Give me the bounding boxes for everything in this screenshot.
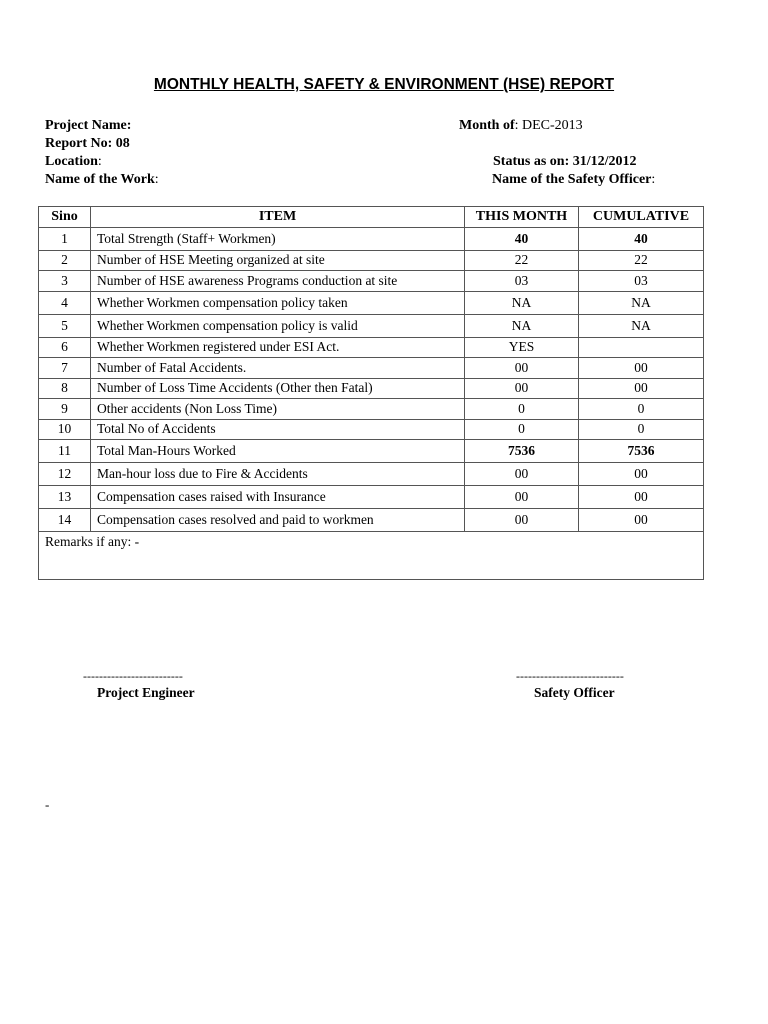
- row-this-month: 03: [465, 271, 579, 292]
- row-this-month: 00: [465, 463, 579, 486]
- row-this-month: NA: [465, 314, 579, 337]
- row-cumulative: [579, 337, 704, 358]
- report-title: MONTHLY HEALTH, SAFETY & ENVIRONMENT (HSE) REPORT: [153, 76, 615, 93]
- table-row: [39, 358, 704, 379]
- row-item: Whether Workmen registered under ESI Act.: [91, 337, 465, 358]
- row-item: Whether Workmen compensation policy is valid: [91, 314, 465, 337]
- row-sino: 6: [39, 337, 91, 358]
- row-this-month: 00: [465, 486, 579, 509]
- hse-table: [38, 206, 704, 580]
- table-row: [39, 486, 704, 509]
- location-field: Location:: [45, 154, 102, 169]
- row-cumulative: 40: [579, 227, 704, 250]
- row-cumulative: NA: [579, 314, 704, 337]
- row-cumulative: 0: [579, 399, 704, 420]
- table-row: [39, 378, 704, 399]
- status-field: Status as on: 31/12/2012: [493, 154, 637, 169]
- remarks-row: [39, 532, 704, 580]
- col-header-sino: Sino: [39, 207, 91, 228]
- project-engineer-label: Project Engineer: [97, 685, 195, 700]
- work-field: Name of the Work:: [45, 172, 159, 187]
- row-sino: 13: [39, 486, 91, 509]
- row-sino: 4: [39, 291, 91, 314]
- table-row: [39, 227, 704, 250]
- col-header-this-month: THIS MONTH: [465, 207, 579, 228]
- table-row: [39, 509, 704, 532]
- row-this-month: 00: [465, 358, 579, 379]
- row-this-month: 7536: [465, 440, 579, 463]
- row-cumulative: 00: [579, 358, 704, 379]
- table-header-row: [39, 207, 704, 228]
- row-sino: 8: [39, 378, 91, 399]
- row-cumulative: 0: [579, 419, 704, 440]
- remarks-cell: Remarks if any: -: [39, 532, 704, 580]
- row-this-month: 00: [465, 378, 579, 399]
- row-sino: 11: [39, 440, 91, 463]
- safety-officer-label: Safety Officer: [534, 685, 615, 700]
- col-header-cumulative: CUMULATIVE: [579, 207, 704, 228]
- row-this-month: 40: [465, 227, 579, 250]
- row-sino: 7: [39, 358, 91, 379]
- row-item: Number of HSE awareness Programs conduction at site: [91, 271, 465, 292]
- row-cumulative: 00: [579, 486, 704, 509]
- row-item: Whether Workmen compensation policy taken: [91, 291, 465, 314]
- row-cumulative: 00: [579, 509, 704, 532]
- row-this-month: 0: [465, 419, 579, 440]
- report-no-field: Report No: 08: [45, 136, 130, 151]
- row-sino: 3: [39, 271, 91, 292]
- row-item: Compensation cases resolved and paid to workmen: [91, 509, 465, 532]
- row-cumulative: 00: [579, 378, 704, 399]
- row-this-month: 00: [465, 509, 579, 532]
- row-item: Total Man-Hours Worked: [91, 440, 465, 463]
- row-item: Total No of Accidents: [91, 419, 465, 440]
- table-row: [39, 250, 704, 271]
- row-item: Total Strength (Staff+ Workmen): [91, 227, 465, 250]
- row-sino: 9: [39, 399, 91, 420]
- row-sino: 1: [39, 227, 91, 250]
- row-cumulative: 00: [579, 463, 704, 486]
- table-row: [39, 337, 704, 358]
- table-row: [39, 463, 704, 486]
- row-sino: 2: [39, 250, 91, 271]
- row-this-month: 0: [465, 399, 579, 420]
- row-item: Other accidents (Non Loss Time): [91, 399, 465, 420]
- row-cumulative: 22: [579, 250, 704, 271]
- row-sino: 12: [39, 463, 91, 486]
- row-item: Man-hour loss due to Fire & Accidents: [91, 463, 465, 486]
- col-header-item: ITEM: [91, 207, 465, 228]
- row-sino: 10: [39, 419, 91, 440]
- table-row: [39, 291, 704, 314]
- project-name-label: Project Name:: [45, 118, 132, 133]
- signature-line-right: ---------------------------: [516, 669, 624, 683]
- safety-officer-field: Name of the Safety Officer:: [492, 172, 656, 187]
- row-cumulative: 03: [579, 271, 704, 292]
- table-row: [39, 419, 704, 440]
- row-sino: 5: [39, 314, 91, 337]
- row-item: Number of Fatal Accidents.: [91, 358, 465, 379]
- month-of-field: Month of: DEC-2013: [459, 118, 583, 133]
- table-row: [39, 399, 704, 420]
- row-cumulative: 7536: [579, 440, 704, 463]
- row-cumulative: NA: [579, 291, 704, 314]
- row-item: Number of Loss Time Accidents (Other then Fatal): [91, 378, 465, 399]
- row-item: Compensation cases raised with Insurance: [91, 486, 465, 509]
- table-row: [39, 440, 704, 463]
- row-sino: 14: [39, 509, 91, 532]
- footer-mark: -: [45, 797, 50, 812]
- table-row: [39, 314, 704, 337]
- row-item: Number of HSE Meeting organized at site: [91, 250, 465, 271]
- table-row: [39, 271, 704, 292]
- row-this-month: 22: [465, 250, 579, 271]
- row-this-month: YES: [465, 337, 579, 358]
- row-this-month: NA: [465, 291, 579, 314]
- signature-line-left: -------------------------: [83, 669, 183, 683]
